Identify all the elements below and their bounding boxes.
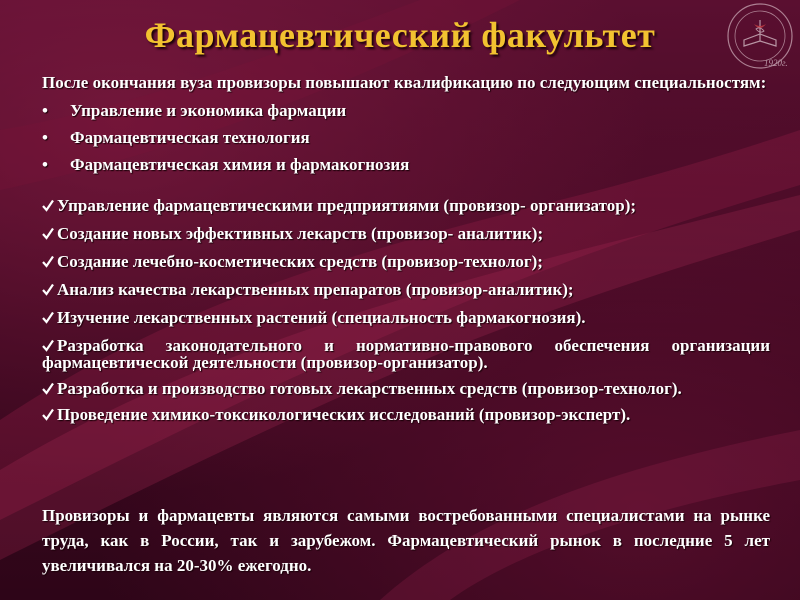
list-item-text: Разработка законодательного и нормативно-правового обеспечения организации фармацевтической деятельности (провизор-организатор). xyxy=(42,336,770,372)
list-item-text: Разработка и производство готовых лекарственных средств (провизор-технолог). xyxy=(57,379,682,398)
list-item xyxy=(42,337,770,371)
list-item-text: Создание лечебно-косметических средств (провизор-технолог); xyxy=(57,252,543,271)
list-item xyxy=(42,281,770,298)
list-item xyxy=(42,197,770,214)
logo-year: 1920г. xyxy=(764,58,788,68)
list-item-text: Управление фармацевтическими предприятиями (провизор- организатор); xyxy=(57,196,637,215)
checkmark-icon xyxy=(42,382,54,395)
list-item xyxy=(42,225,770,242)
list-item-text: Анализ качества лекарственных препаратов (провизор-аналитик); xyxy=(57,280,574,299)
bullet-icon: • xyxy=(42,128,48,147)
list-item-text: Фармацевтическая технология xyxy=(70,128,310,147)
checkmark-icon xyxy=(42,408,54,421)
list-item xyxy=(42,406,770,423)
list-item-text: Фармацевтическая химия и фармакогнозия xyxy=(70,155,410,174)
content-area xyxy=(42,74,770,434)
bullet-icon: • xyxy=(42,101,48,120)
slide-title: Фармацевтический факультет xyxy=(144,15,656,55)
list-item xyxy=(42,156,770,174)
checkmark-icon xyxy=(42,283,54,296)
list-item-text: Проведение химико-токсикологических исследований (провизор-эксперт). xyxy=(57,405,631,424)
list-item xyxy=(42,380,770,397)
intro-text: После окончания вуза провизоры повышают квалификацию по следующим специальностям: xyxy=(42,73,767,92)
checkmark-icon xyxy=(42,199,54,212)
list-item-text: Создание новых эффективных лекарств (провизор- аналитик); xyxy=(57,224,544,243)
checkmark-icon xyxy=(42,227,54,240)
checkmark-icon xyxy=(42,255,54,268)
checkmark-icon xyxy=(42,339,54,352)
list-item-text: Изучение лекарственных растений (специальность фармакогнозия). xyxy=(57,308,586,327)
list-item-text: Управление и экономика фармации xyxy=(70,101,347,120)
specialties-list xyxy=(42,102,770,174)
outro-text: Провизоры и фармацевты являются самыми востребованными специалистами на рынке труда, как в России, так и зарубежом. Фармацевтический рынок в последние 5 лет увеличивался на 20-30% ежегодно. xyxy=(42,506,770,575)
list-item xyxy=(42,253,770,270)
list-item xyxy=(42,102,770,120)
list-item xyxy=(42,309,770,326)
list-item xyxy=(42,129,770,147)
checkmark-icon xyxy=(42,311,54,324)
bullet-icon: • xyxy=(42,155,48,174)
career-list xyxy=(42,197,770,423)
